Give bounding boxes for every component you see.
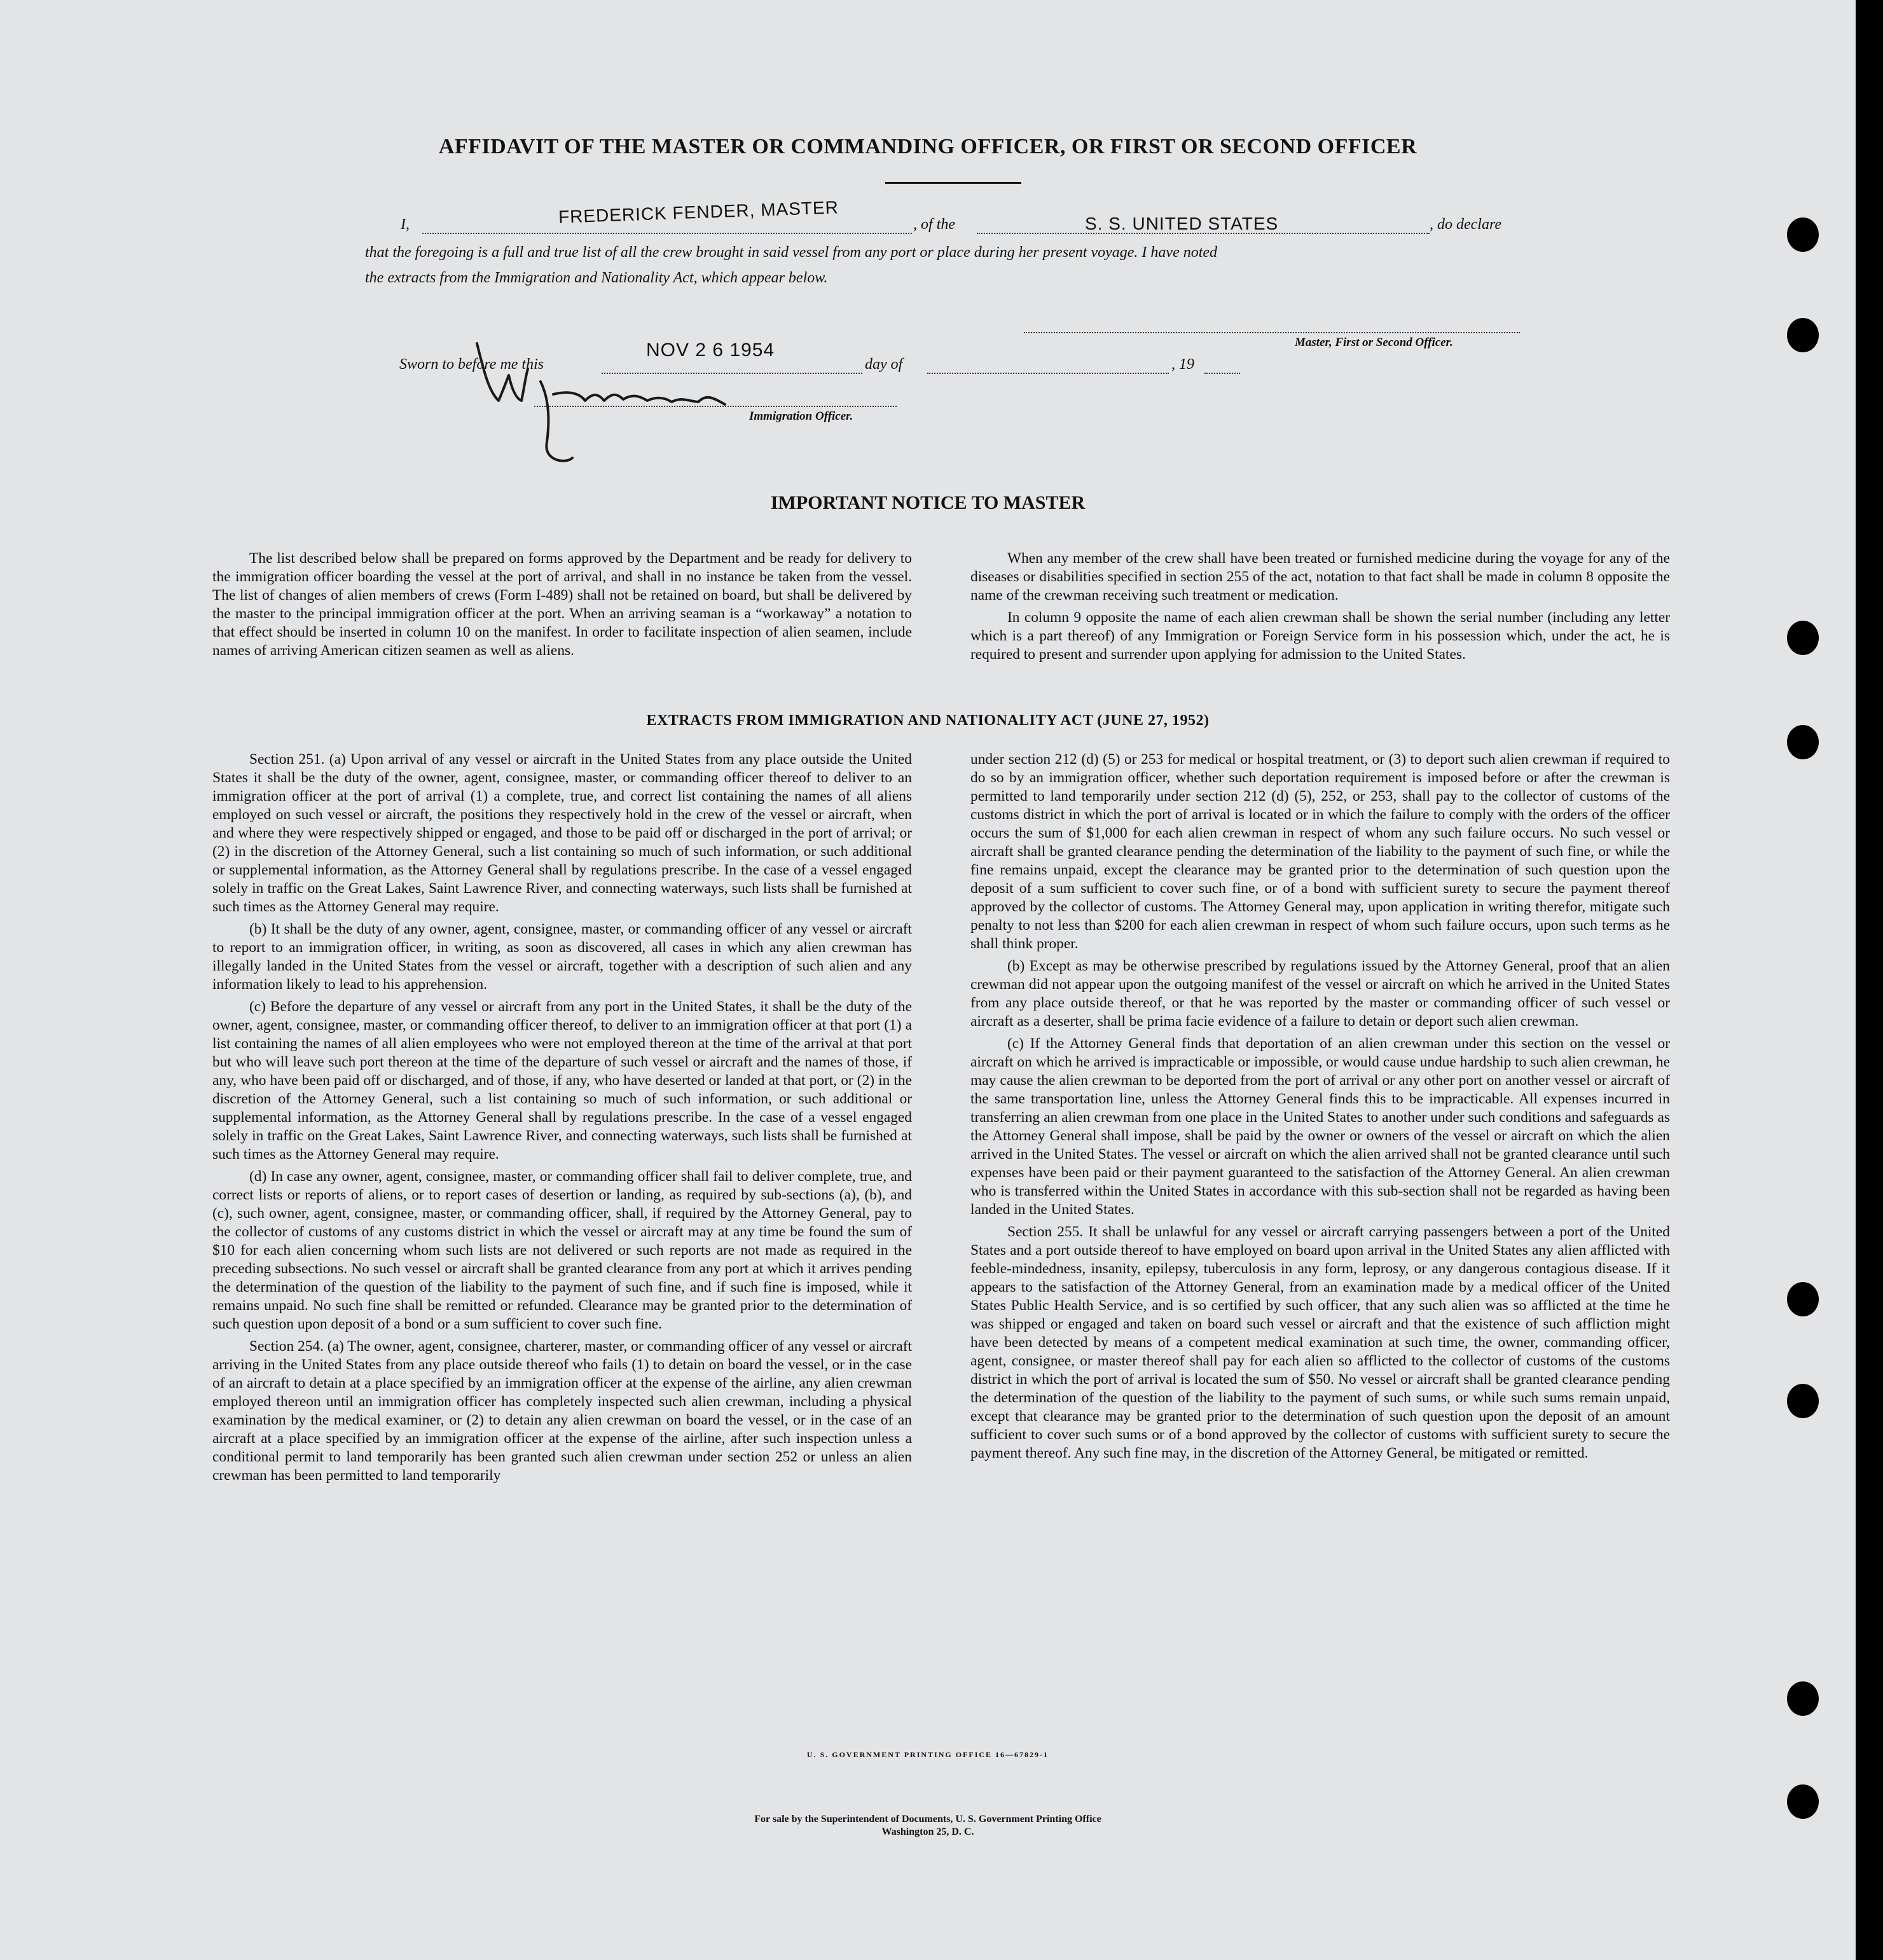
- notice-right-column: [970, 549, 1670, 668]
- affidavit-text-line2: that the foregoing is a full and true list of all the crew brought in said vessel from any port or place during her present voyage. I have noted: [365, 244, 1218, 261]
- sworn-date[interactable]: NOV 2 6 1954: [646, 340, 775, 361]
- sale-notice-line1: For sale by the Superintendent of Documents, U. S. Government Printing Office: [754, 1814, 1101, 1825]
- title-rule: [885, 182, 1021, 184]
- sworn-label: Sworn to before me this: [399, 356, 544, 373]
- punch-hole: [1787, 1384, 1819, 1418]
- i-label: I,: [401, 216, 410, 233]
- extract-paragraph: (b) It shall be the duty of any owner, agent, consignee, master, or commanding officer of any vessel or aircraft to report to an immigration officer, in writing, as soon as discovered, all cases in which any alien crewman has illegally landed in the United States from the vessel or aircraft, together with a description of such alien and any information likely to lead to his apprehension.: [212, 921, 912, 993]
- extract-paragraph: (c) Before the departure of any vessel or aircraft from any port in the United States, it shall be the duty of the owner, agent, consignee, master, or commanding officer thereof, to deliver to an immigration officer at that port (1) a list containing the names of all alien employees who were not employed thereon at the time of the arrival at that port but who will leave such port thereon at the time of the departure of such vessel or aircraft and the names of those, if any, who have been paid off or discharged, and of those, if any, who have deserted or landed at that port, or (2) in the discretion of the Attorney General, such a list containing so much of such information, or such additional or supplemental information, as the Attorney General shall by regulations prescribe. In the case of a vessel engaged solely in traffic on the Great Lakes, Saint Lawrence River, and connecting waterways, such lists shall be furnished at such times as the Attorney General may require.: [212, 998, 912, 1163]
- punch-hole: [1787, 1681, 1819, 1716]
- extracts-title: EXTRACTS FROM IMMIGRATION AND NATIONALITY ACT (JUNE 27, 1952): [646, 712, 1210, 729]
- extract-paragraph: (c) If the Attorney General finds that deportation of an alien crewman under this section on the vessel or aircraft on which he arrived is impracticable or impossible, or would cause undue hardship to such alien crewman, he may cause the alien crewman to be deported from the port of arrival or any other port on another vessel or aircraft of the same transportation line, unless the Attorney General finds this to be impracticable. All expenses incurred in transferring an alien crewman from one place in the United States to another under such conditions and safeguards as the Attorney General shall impose, shall be paid by the owner or owners of the vessel or aircraft on which the alien arrived in the United States. The vessel or aircraft on which the alien arrived shall not be granted clearance until such expenses have been paid or their payment guaranteed to the satisfaction of the Attorney General. An alien crewman who is transferred within the United States in accordance with this sub-section shall not be regarded as having been landed in the United States.: [970, 1035, 1670, 1218]
- extract-paragraph: (b) Except as may be otherwise prescribed by regulations issued by the Attorney General, proof that an alien crewman did not appear upon the outgoing manifest of the vessel or aircraft on which he arrived in the United States from any place outside thereof, or that he was reported by the master or commanding officer of such vessel or aircraft as a deserter, shall be prima facie evidence of a failure to detain or deport such alien crewman.: [970, 958, 1670, 1030]
- officer-signature-label: Immigration Officer.: [749, 410, 853, 423]
- extract-paragraph: (d) In case any owner, agent, consignee, master, or commanding officer shall fail to deliver complete, true, and correct lists or reports of aliens, or to report cases of desertion or landing, as required by sub-sections (a), (b), and (c), such owner, agent, consignee, master, or commanding officer, shall, if required by the Attorney General, pay to the collector of customs of any customs district in which the vessel or aircraft may at any time be found the sum of $10 for each alien concerning whom such lists are not delivered or such reports are not made as required in the preceding subsections. No such vessel or aircraft shall be granted clearance from any port at which it arrives pending the determination of the question of the liability to the payment of such fine, and if such fine is imposed, while it remains unpaid. No such fine shall be remitted or refunded. Clearance may be granted prior to the determination of such question upon deposit of a bond or a sum sufficient to cover such fine.: [212, 1168, 912, 1332]
- day-of-line: [927, 373, 1169, 374]
- of-the-label: , of the: [913, 216, 955, 233]
- notice-title: IMPORTANT NOTICE TO MASTER: [770, 492, 1086, 513]
- declarant-line: [422, 233, 912, 234]
- officer-signature: [445, 331, 738, 490]
- sale-notice-line2: Washington 25, D. C.: [881, 1826, 974, 1837]
- punch-hole: [1787, 621, 1819, 655]
- master-signature-line[interactable]: [1024, 332, 1520, 333]
- notice-left-column: [212, 549, 912, 664]
- notice-paragraph: When any member of the crew shall have been treated or furnished medicine during the voyage for any of the diseases or disabilities specified in section 255 of the act, notation to that fact shall be made in column 8 opposite the name of the crewman receiving such treatment or medication.: [970, 550, 1670, 604]
- master-signature-label: Master, First or Second Officer.: [1295, 336, 1453, 349]
- notice-paragraph: The list described below shall be prepared on forms approved by the Department and be ready for delivery to the immigration officer boarding the vessel at the port of arrival, and shall in no instance be taken from the vessel. The list of changes of alien members of crews (Form I-489) shall not be retained on board, but shall be delivered by the master to the principal immigration officer at the port. When an arriving seaman is a “workaway” a notation to that effect should be inserted in column 10 on the manifest. In order to facilitate inspection of alien seamen, include names of arriving American citizen seamen as well as aliens.: [212, 550, 912, 659]
- notice-paragraph: In column 9 opposite the name of each alien crewman shall be shown the serial number (including any letter which is a part thereof) of any Immigration or Foreign Service form in his possession which, under the act, he is required to present and surrender upon applying for admission to the United States.: [970, 609, 1670, 663]
- vessel-name[interactable]: S. S. UNITED STATES: [1085, 214, 1279, 233]
- extract-paragraph: Section 255. It shall be unlawful for any vessel or aircraft carrying passengers between a port of the United States and a port outside thereof to have employed on board upon arrival in the United States any alien afflicted with feeble-mindedness, insanity, epilepsy, tuberculosis in any form, leprosy, or any dangerous contagious disease. If it appears to the satisfaction of the Attorney General, from an examination made by a medical officer of the United States Public Health Service, and is so certified by such officer, that any such alien was so afflicted at the time he was shipped or engaged and taken on board such vessel or aircraft and that the existence of such affliction might have been detected by means of a competent medical examination at such time, the owner, commanding officer, agent, consignee, or master thereof shall pay for each alien so afflicted to the collector of customs of the customs district in which the port of arrival is located the sum of $50. No vessel or aircraft shall be granted clearance pending the determination of the question of the liability to the payment of such sums, or while such sums remain unpaid, except that clearance may be granted prior to the determination of such question upon the deposit of an amount sufficient to cover such sums or of a bond approved by the collector of customs with sufficient surety to secure the payment thereof. Any such fine may, in the discretion of the Attorney General, be mitigated or remitted.: [970, 1224, 1670, 1461]
- printing-office-line: U. S. GOVERNMENT PRINTING OFFICE 16—67829-1: [806, 1750, 1049, 1759]
- punch-hole: [1787, 318, 1819, 352]
- punch-hole: [1787, 725, 1819, 759]
- affidavit-title: AFFIDAVIT OF THE MASTER OR COMMANDING OFFICER, OR FIRST OR SECOND OFFICER: [438, 135, 1417, 158]
- extract-paragraph: Section 254. (a) The owner, agent, consignee, charterer, master, or commanding officer of any vessel or aircraft arriving in the United States from any place outside thereof who fails (1) to detain on board the vessel, or in the case of an aircraft to detain at a place specified by an immigration officer at the expense of the airline, any alien crewman employed thereon until an immigration officer has completely inspected such alien crewman, including a physical examination by the medical examiner, or (2) to detain any alien crewman on board the vessel, or in the case of an aircraft at a place specified by an immigration officer at the expense of the airline, after such inspection unless a conditional permit to land temporarily has been granted such alien crewman under section 252 or unless an alien crewman has been permitted to land temporarily: [212, 1338, 912, 1484]
- punch-hole: [1787, 217, 1819, 252]
- extracts-left-column: [212, 750, 912, 1489]
- day-of-label: day of: [865, 356, 903, 373]
- extracts-right-column: [970, 750, 1670, 1467]
- punch-hole: [1787, 1282, 1819, 1316]
- extract-paragraph: under section 212 (d) (5) or 253 for medical or hospital treatment, or (3) to deport such alien crewman if required to do so by an immigration officer, whether such deportation requirement is imposed before or after the crewman is permitted to land temporarily under section 212 (d) (5), 252, or 253, shall pay to the collector of customs of the customs district in which the port of arrival is located or in which the failure to comply with the orders of the officer occurs the sum of $1,000 for each alien crewman in respect of whom any such failure occurs. No such vessel or aircraft shall be granted clearance pending the determination of the liability to the payment of such fine, or while the fine remains unpaid, except the clearance may be granted prior to the determination of such question upon the deposit of a sum sufficient to cover such fine, or of a bond with sufficient surety to secure the payment thereof approved by the collector of customs. The Attorney General may, upon application in writing therefor, mitigate such penalty to not less than $200 for each alien crewman in respect of whom such failure occurs, upon such terms as he shall think proper.: [970, 751, 1670, 952]
- declarant-name[interactable]: FREDERICK FENDER, MASTER: [558, 197, 839, 227]
- year-line: [1204, 373, 1240, 374]
- extract-paragraph: Section 251. (a) Upon arrival of any vessel or aircraft in the United States from any place outside the United States it shall be the duty of the owner, agent, consignee, master, or commanding officer thereof to deliver to an immigration officer at the port of arrival (1) a complete, true, and correct list containing the names of all aliens employed on such vessel or aircraft, the positions they respectively hold in the crew of the vessel or aircraft, when and where they were respectively shipped or engaged, and those to be paid off or discharged in the port of arrival; or (2) in the discretion of the Attorney General, such a list containing so much of such information, or such additional or supplemental information, as the Attorney General shall by regulations prescribe. In the case of a vessel engaged solely in traffic on the Great Lakes, Saint Lawrence River, and connecting waterways, such lists shall be furnished at such times as the Attorney General may require.: [212, 751, 912, 915]
- affidavit-text-line3: the extracts from the Immigration and Nationality Act, which appear below.: [365, 270, 828, 286]
- year-label: , 19: [1171, 356, 1194, 373]
- do-declare-label: , do declare: [1430, 216, 1502, 233]
